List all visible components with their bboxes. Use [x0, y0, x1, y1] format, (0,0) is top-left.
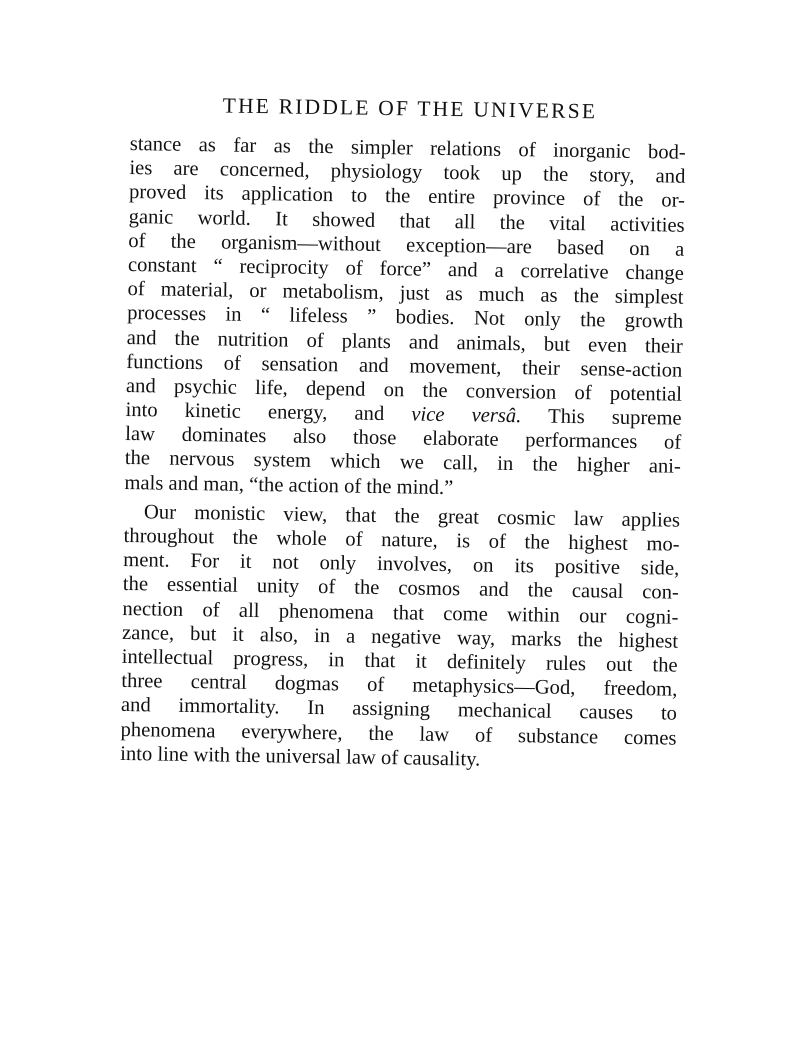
- text-line: and psychic life, depend on the conversion of potential: [125, 374, 683, 406]
- text-line: and immortality. In assigning mechanical causes to: [120, 694, 678, 725]
- text-line: constant “ reciprocity of force” and a correlative change: [127, 253, 685, 285]
- paragraph-2: [120, 500, 680, 775]
- paragraph-1: [124, 132, 686, 504]
- text-line: ment. For it not only involves, on its positive side,: [123, 549, 680, 580]
- text-line: zance, but it also, in a negative way, marks the highest: [121, 621, 679, 653]
- italic-phrase: vice versâ.: [411, 403, 522, 428]
- text-run: into kinetic energy, and: [125, 399, 412, 426]
- text-line: of the organism—without exception—are based on a: [128, 229, 685, 261]
- text-line: nection of all phenomena that come within our cogni-: [122, 597, 679, 629]
- body-text: [120, 132, 686, 775]
- text-line: proved its application to the entire province of the or-: [128, 181, 686, 213]
- text-line: and the nutrition of plants and animals, but even their: [126, 326, 683, 358]
- text-run: This supreme: [521, 405, 682, 430]
- text-line: processes in “ lifeless ” bodies. Not only the growth: [126, 302, 684, 334]
- text-line: mals and man, “the action of the mind.”: [124, 471, 454, 499]
- text-line: intellectual progress, in that it definitely rules out the: [121, 645, 678, 677]
- text-line: Our monistic view, that the great cosmic law applies: [143, 501, 681, 532]
- text-line: ganic world. It showed that all the vital activities: [128, 205, 685, 237]
- text-line: of material, or metabolism, just as much as the simplest: [127, 278, 684, 309]
- text-line: law dominates also those elaborate performances of: [125, 423, 682, 454]
- text-line: three central dogmas of metaphysics—God, freedom,: [121, 670, 678, 701]
- text-line: functions of sensation and movement, their sense-action: [126, 350, 683, 382]
- text-line: phenomena everywhere, the law of substance comes: [120, 718, 677, 750]
- text-line: into line with the universal law of causality.: [120, 742, 481, 771]
- text-line: the essential unity of the cosmos and the causal con-: [122, 573, 679, 605]
- text-line: throughout the whole of nature, is of the highest mo-: [123, 524, 680, 556]
- text-line: the nervous system which we call, in the higher ani-: [124, 447, 681, 479]
- text-line: stance as far as the simpler relations of inorganic bod-: [129, 132, 686, 164]
- running-head: THE RIDDLE OF THE UNIVERSE: [222, 93, 598, 124]
- text-line: ies are concerned, physiology took up the story, and: [129, 157, 686, 188]
